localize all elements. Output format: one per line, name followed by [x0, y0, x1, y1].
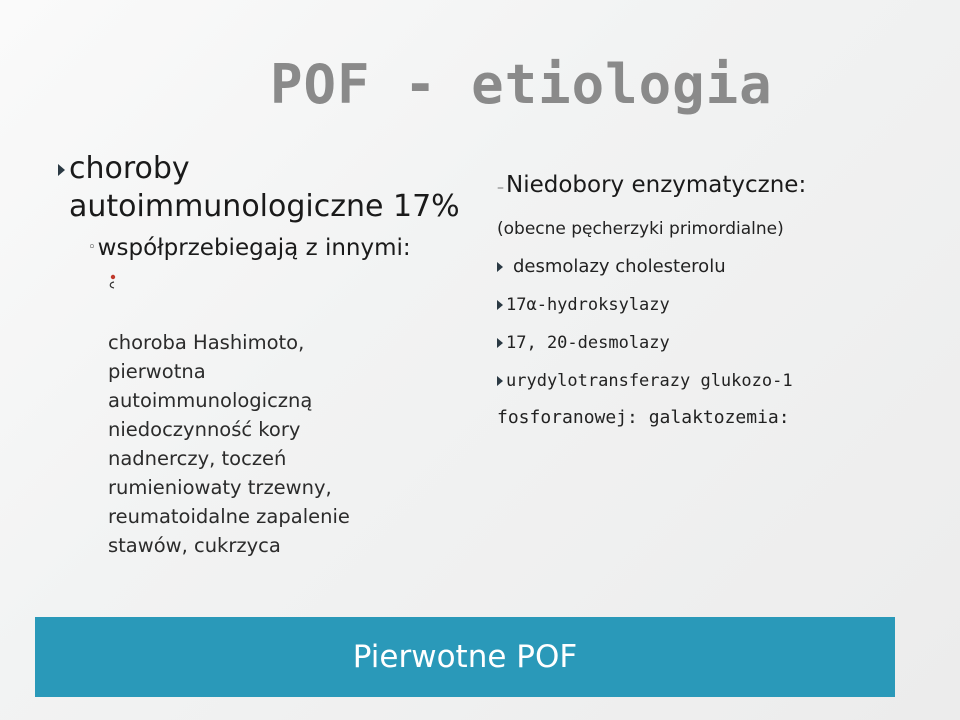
- triangle-right-icon: [497, 338, 503, 348]
- dash-icon: –: [497, 180, 504, 196]
- bullet-level3: [108, 270, 428, 560]
- level2-text: współprzebiegają z innymi:: [97, 235, 411, 261]
- enzyme-item: [497, 331, 937, 355]
- triangle-right-icon: [497, 262, 503, 272]
- enzyme-item-continuation: fosforanowej: galaktozemia:: [497, 407, 790, 428]
- enzyme-item-text: 17, 20-desmolazy: [506, 333, 670, 353]
- enzyme-heading: [497, 170, 937, 203]
- left-column: [58, 150, 478, 560]
- level3-text: choroba Hashimoto, pierwotna autoimmunologiczną niedoczynność kory nadnerczy, toczeń rumieniowaty trzewny, reumatoidalne zapalenie stawów, cukrzyca: [108, 331, 350, 557]
- right-column: [497, 170, 937, 430]
- level1-text: choroby autoimmunologiczne 17%: [69, 151, 460, 224]
- bullet-level1: [58, 150, 478, 226]
- enzyme-item: [497, 369, 937, 393]
- ring-icon: ◦: [88, 240, 96, 255]
- bullet-level2: [88, 232, 478, 264]
- triangle-right-icon: [497, 300, 503, 310]
- enzyme-subheading: (obecne pęcherzyki primordialne): [497, 219, 784, 239]
- dot-hook-icon: [107, 273, 117, 289]
- triangle-right-icon: [497, 376, 503, 386]
- slide-title: POF - etiologia: [270, 53, 773, 116]
- banner-text: Pierwotne POF: [352, 639, 578, 675]
- enzyme-heading-text: Niedobory enzymatyczne:: [506, 172, 807, 198]
- enzyme-item-text: 17α-hydroksylazy: [506, 295, 670, 315]
- enzyme-item: [497, 255, 937, 279]
- triangle-right-icon: [58, 164, 65, 176]
- footer-banner: [35, 617, 895, 697]
- enzyme-item-text: desmolazy cholesterolu: [513, 256, 726, 277]
- enzyme-item: [497, 293, 937, 317]
- enzyme-item-text: urydylotransferazy glukozo-1: [506, 371, 793, 391]
